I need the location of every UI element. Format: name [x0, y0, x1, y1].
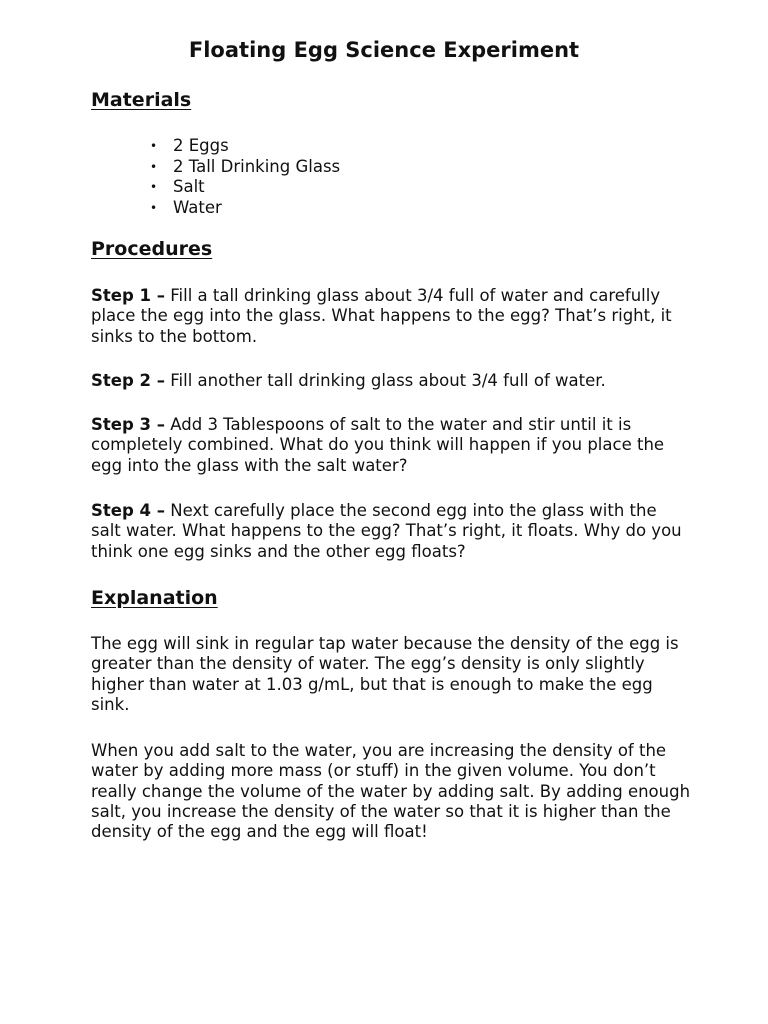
- bullet-icon: •: [150, 200, 158, 215]
- list-item: [150, 157, 340, 178]
- list-item: [150, 136, 340, 157]
- materials-list: [150, 136, 340, 218]
- procedure-step-4: [91, 501, 691, 562]
- material-label: 2 Eggs: [173, 136, 229, 155]
- explanation-paragraph-2: When you add salt to the water, you are increasing the density of the water by adding more mass (or stuff) in the given volume. You don’t really change the volume of the water by adding salt. By adding enough salt, you increase the density of the water so that it is higher than the density of the egg and the egg will float!: [91, 741, 691, 842]
- step-label: Step 4 –: [91, 501, 165, 520]
- bullet-icon: •: [150, 180, 158, 194]
- materials-heading: Materials: [91, 89, 192, 111]
- material-label: 2 Tall Drinking Glass: [173, 156, 341, 176]
- step-label: Step 2 –: [91, 371, 165, 390]
- explanation-heading: Explanation: [91, 587, 218, 609]
- list-item: [150, 198, 340, 219]
- step-label: Step 1 –: [91, 286, 165, 305]
- procedure-step-1: [91, 286, 691, 347]
- step-text: Fill a tall drinking glass about 3/4 full of water and carefully place the egg into the glass. What happens to the egg? That’s right, it sinks to the bottom.: [91, 286, 672, 346]
- step-text: Next carefully place the second egg into the glass with the salt water. What happens to the egg? That’s right, it floats. Why do you think one egg sinks and the other egg floats?: [91, 501, 682, 561]
- procedure-step-3: [91, 415, 691, 476]
- bullet-icon: •: [150, 159, 158, 174]
- list-item: [150, 177, 340, 198]
- material-label: Salt: [173, 177, 205, 196]
- step-label: Step 3 –: [91, 415, 165, 434]
- bullet-icon: •: [150, 139, 158, 153]
- explanation-paragraph-1: The egg will sink in regular tap water because the density of the egg is greater than the density of water. The egg’s density is only slightly higher than water at 1.03 g/mL, but that is enough to make the egg sink.: [91, 634, 679, 714]
- step-text: Add 3 Tablespoons of salt to the water and stir until it is completely combined. What do you think will happen if you place the egg into the glass with the salt water?: [91, 415, 665, 475]
- step-text: Fill another tall drinking glass about 3/4 full of water.: [170, 371, 606, 390]
- procedures-heading: Procedures: [91, 238, 213, 260]
- document-title: Floating Egg Science Experiment: [188, 38, 580, 62]
- procedure-step-2: [91, 371, 691, 391]
- material-label: Water: [173, 197, 222, 217]
